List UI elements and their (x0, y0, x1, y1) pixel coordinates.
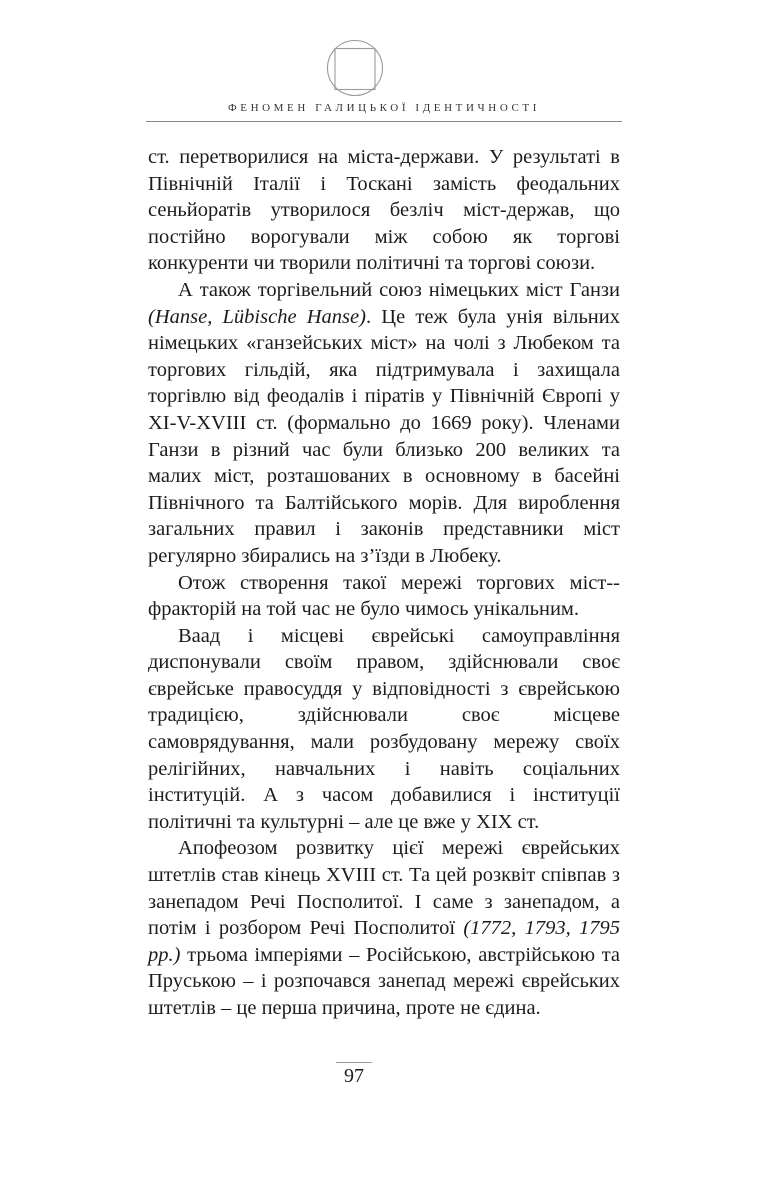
paragraph-text: трьома імперіями – Російською, австрійською та Пруською – і розпочався занепад мережі єврейських штетлів – це перша причина, проте не єдина. (148, 943, 620, 1019)
header-rule (146, 121, 622, 122)
paragraph-text: Ваад і місцеві єврейські самоуправління диспонували своїм правом, здійснювали своє єврейське правосуддя у відповідності з єврейською традицією, здійснювали своє місцеве самоврядування, мали розбудовану мережу своїх релігійних, навчальних і навіть соціальних інституцій. А з часом добавилися і інституції політичні та культурні – але це вже у XIX ст. (148, 624, 620, 833)
page-number: 97 (344, 1065, 364, 1087)
paragraph-text: Апофеозом розвитку цієї мережі єврейських штетлів став кінець XVIII ст. Та цей розквіт співпав з занепадом Речі Посполитої. І саме з занепадом, а потім і розбором Речі Посполитої (148, 837, 620, 940)
italic-text: (1772, 1793, 1795 рр.) (148, 917, 621, 966)
running-head-title: ФЕНОМЕН ГАЛИЦЬКОЇ ІДЕНТИЧНОСТІ (227, 102, 541, 114)
paragraph (148, 835, 620, 1021)
paragraph-text: Отож створення такої мережі торгових міст--фракторій на той час не було чимось унікальним. (148, 571, 620, 621)
paragraph-text: . Це теж була унія вільних німецьких «ганзейських міст» на чолі з Любеком та торгових гільдій, яка підтримувала і захищала торгівлю від феодалів і піратів у Північній Європі у XI-V-XVIII ст. (формально до 1669 року). Членами Ганзи в різний час були близько 200 великих та малих міст, розташованих в основному в басейні Північного та Балтійського морів. Для вироблення загальних правил і законів представники міст регулярно збирались на з’їзди в Любеку. (148, 305, 620, 567)
paragraph (148, 277, 620, 570)
paragraph (148, 570, 620, 623)
page-number-rule (336, 1062, 372, 1063)
paragraph (148, 144, 620, 277)
paragraph-text: А також торгівельний союз німецьких міст Ганзи (178, 278, 620, 301)
paragraph (148, 623, 620, 836)
italic-text: (Hanse, Lübische Hanse) (148, 305, 366, 328)
body-text (148, 144, 620, 1022)
paragraph-text: ст. перетворилися на міста-держави. У результаті в Північній Італії і Тоскані замість феодальних сеньйоратів утворилося безліч міст-держав, що постійно ворогували між собою як торгові конкуренти чи творили політичні та торгові союзи. (148, 146, 620, 275)
circle-square-emblem-icon (326, 38, 384, 98)
